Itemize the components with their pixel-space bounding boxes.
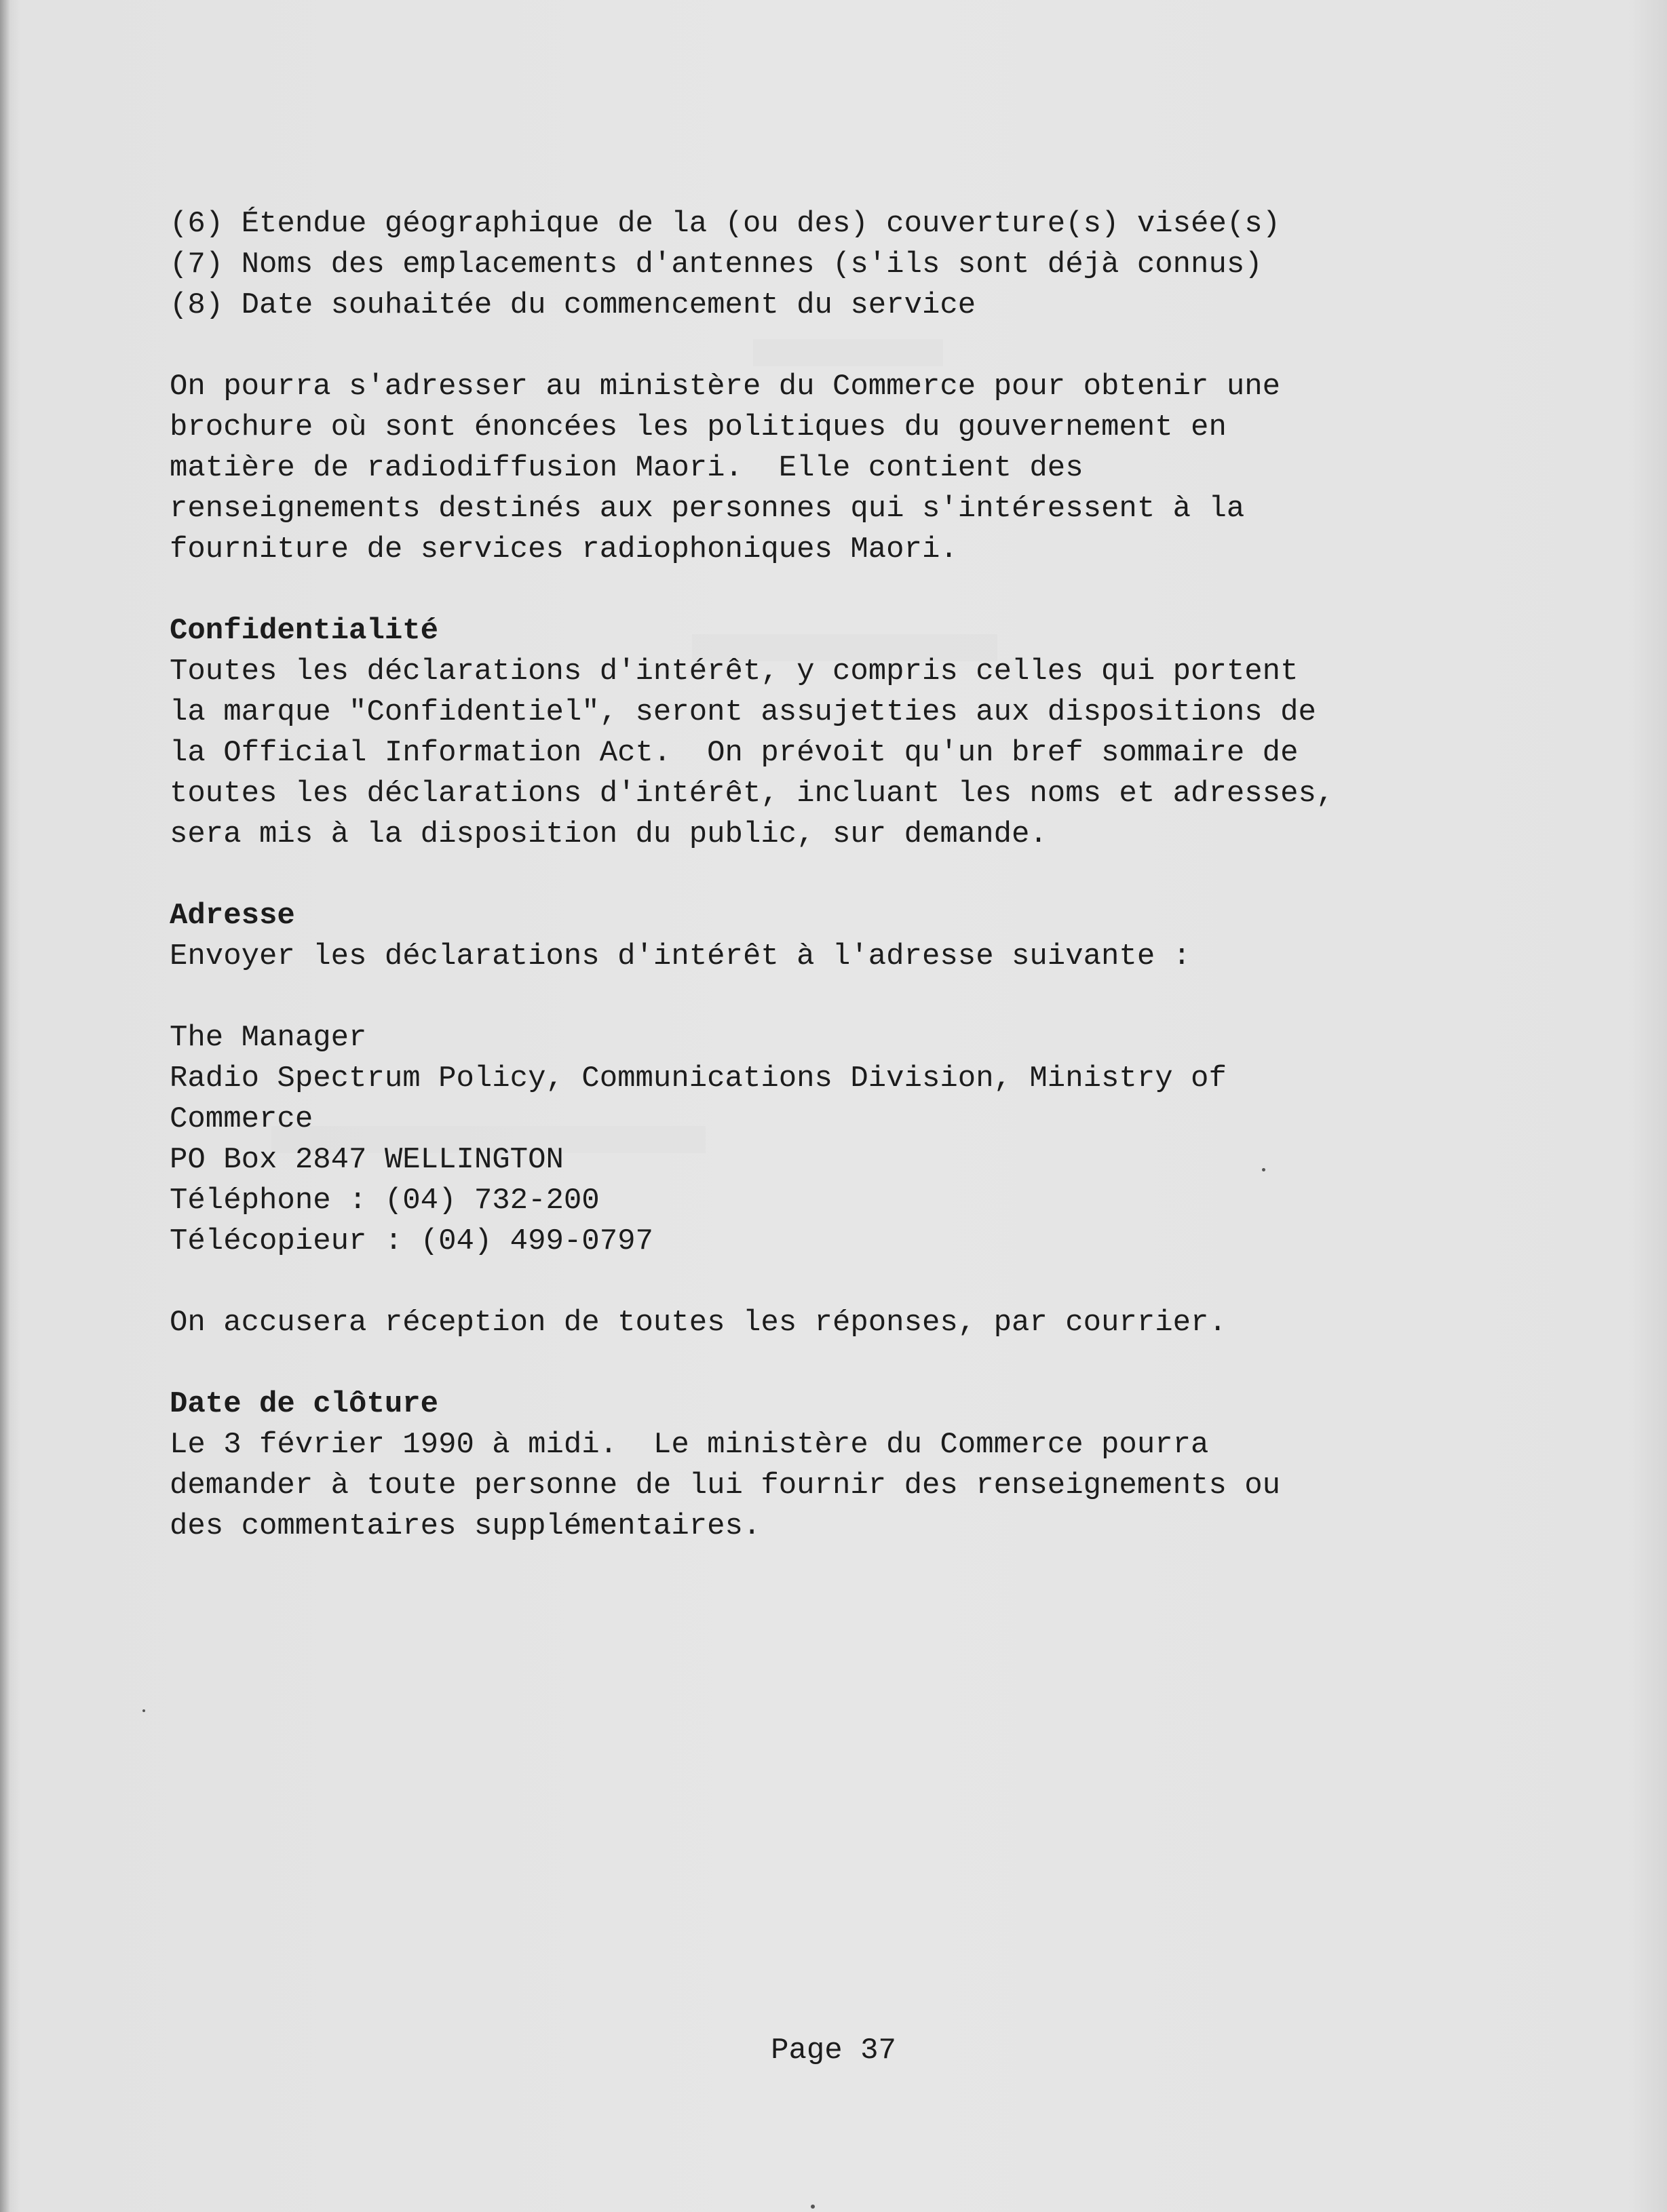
mailing-address <box>170 1017 1527 1262</box>
paragraph-line: Toutes les déclarations d'intérêt, y compris celles qui portent <box>170 655 1299 688</box>
paragraph-line: sera mis à la disposition du public, sur demande. <box>170 817 1048 851</box>
paragraph-line: renseignements destinés aux personnes qui s'intéressent à la <box>170 492 1245 526</box>
paragraph-line: des commentaires supplémentaires. <box>170 1509 761 1543</box>
closing-date-section <box>170 1384 1527 1547</box>
paragraph-line: fourniture de services radiophoniques Maori. <box>170 532 958 566</box>
address-line: PO Box 2847 WELLINGTON <box>170 1143 564 1177</box>
document-body <box>170 203 1527 1587</box>
address-line: Radio Spectrum Policy, Communications Division, Ministry of <box>170 1062 1227 1095</box>
paragraph-line: On accusera réception de toutes les réponses, par courrier. <box>170 1306 1227 1340</box>
section-heading-confidentiality: Confidentialité <box>170 614 439 648</box>
address-intro: Envoyer les déclarations d'intérêt à l'adresse suivante : <box>170 939 1191 973</box>
address-section <box>170 895 1527 977</box>
criteria-list <box>170 203 1527 326</box>
paragraph-line: brochure où sont énoncées les politiques du gouvernement en <box>170 410 1227 444</box>
list-item: (6) Étendue géographique de la (ou des) couverture(s) visée(s) <box>170 207 1281 241</box>
address-line: Commerce <box>170 1102 313 1136</box>
acknowledgement-paragraph <box>170 1302 1527 1343</box>
fax-line: Télécopieur : (04) 499-0797 <box>170 1224 653 1258</box>
section-heading-address: Adresse <box>170 899 295 933</box>
paragraph-line: matière de radiodiffusion Maori. Elle contient des <box>170 451 1084 485</box>
section-heading-closing-date: Date de clôture <box>170 1387 439 1421</box>
page-number: Page 37 <box>771 2034 896 2068</box>
paragraph-line: la marque "Confidentiel", seront assujetties aux dispositions de <box>170 695 1316 729</box>
phone-line: Téléphone : (04) 732-200 <box>170 1184 600 1218</box>
paper-speck <box>811 2205 815 2209</box>
confidentiality-section <box>170 610 1527 855</box>
paper-speck <box>142 1709 145 1712</box>
paragraph-line: Le 3 février 1990 à midi. Le ministère du Commerce pourra <box>170 1428 1209 1462</box>
paragraph-line: demander à toute personne de lui fournir des renseignements ou <box>170 1469 1281 1502</box>
list-item: (8) Date souhaitée du commencement du service <box>170 288 976 322</box>
paragraph-line: la Official Information Act. On prévoit qu'un bref sommaire de <box>170 736 1299 770</box>
list-item: (7) Noms des emplacements d'antennes (s'ils sont déjà connus) <box>170 248 1263 282</box>
page-spine-shadow <box>0 0 9 2212</box>
paragraph-line: On pourra s'adresser au ministère du Commerce pour obtenir une <box>170 370 1281 404</box>
intro-paragraph <box>170 366 1527 570</box>
address-line: The Manager <box>170 1021 367 1055</box>
paragraph-line: toutes les déclarations d'intérêt, incluant les noms et adresses, <box>170 777 1335 811</box>
